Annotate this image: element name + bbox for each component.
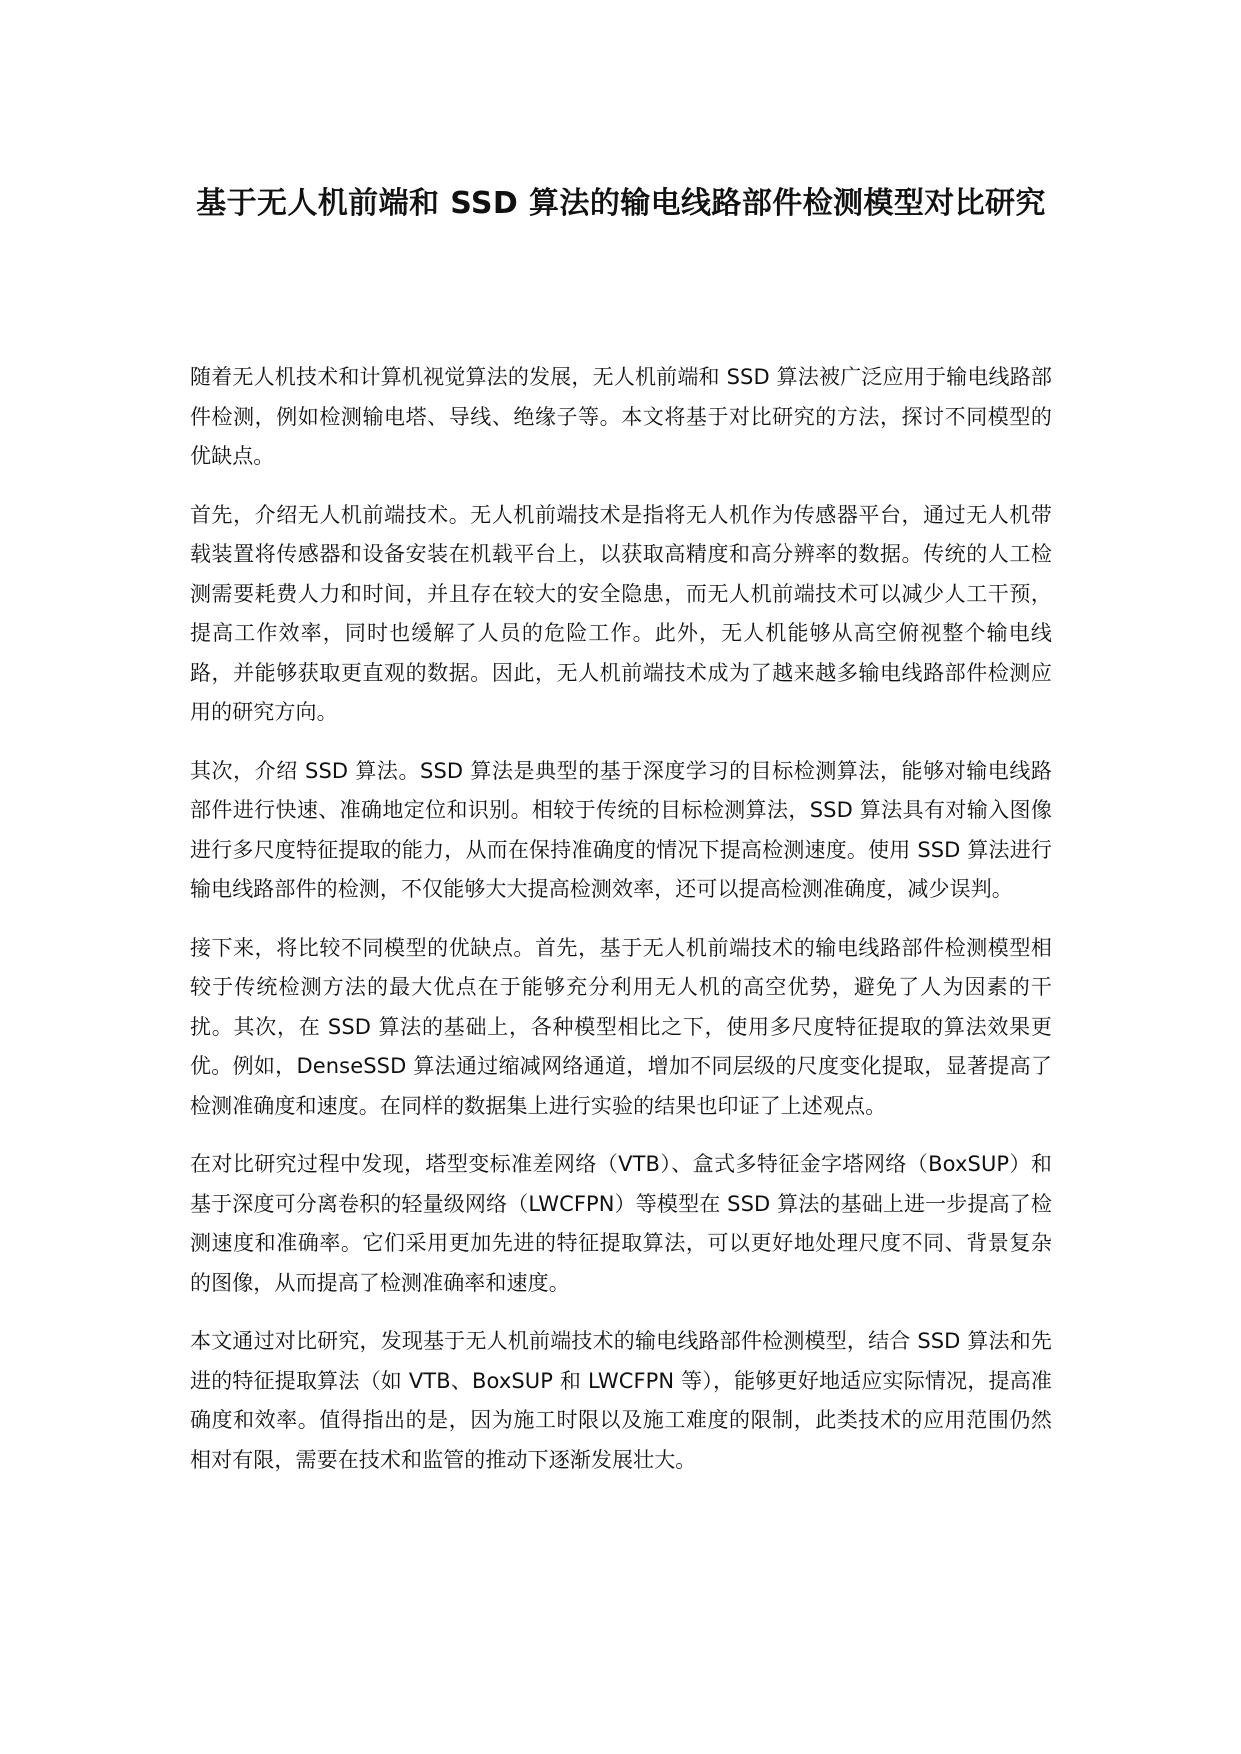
document-title: 基于无人机前端和 SSD 算法的输电线路部件检测模型对比研究: [196, 186, 1046, 221]
paragraph-model-comparison: 接下来，将比较不同模型的优缺点。首先，基于无人机前端技术的输电线路部件检测模型相较于传统检测方法的最大优点在于能够充分利用无人机的高空优势，避免了人为因素的干扰。其次，在 SSD 算法的基础上，各种模型相比之下，使用多尺度特征提取的算法效果更优。例如，DenseSSD 算法通过缩减网络通道，增加不同层级的尺度变化提取，显著提高了检测准确度和速度。在同样的数据集上进行实验的结果也印证了上述观点。: [190, 935, 1052, 1118]
paragraph-findings: 在对比研究过程中发现，塔型变标准差网络（VTB）、盒式多特征金字塔网络（BoxSUP）和基于深度可分离卷积的轻量级网络（LWCFPN）等模型在 SSD 算法的基础上进一步提高了检测速度和准确率。它们采用更加先进的特征提取算法，可以更好地处理尺度不同、背景复杂的图像，从而提高了检测准确率和速度。: [190, 1152, 1052, 1295]
paragraph-ssd-algorithm: 其次，介绍 SSD 算法。SSD 算法是典型的基于深度学习的目标检测算法，能够对输电线路部件进行快速、准确地定位和识别。相较于传统的目标检测算法，SSD 算法具有对输入图像进行多尺度特征提取的能力，从而在保持准确度的情况下提高检测速度。使用 SSD 算法进行输电线路部件的检测，不仅能够大大提高检测效率，还可以提高检测准确度，减少误判。: [190, 758, 1052, 901]
paragraph-conclusion: 本文通过对比研究，发现基于无人机前端技术的输电线路部件检测模型，结合 SSD 算法和先进的特征提取算法（如 VTB、BoxSUP 和 LWCFPN 等），能够更好地适应实际情况，提高准确度和效率。值得指出的是，因为施工时限以及施工难度的限制，此类技术的应用范围仍然相对有限，需要在技术和监管的推动下逐渐发展壮大。: [190, 1329, 1052, 1472]
document-body: [190, 358, 1052, 1499]
paragraph-drone-frontend: 首先，介绍无人机前端技术。无人机前端技术是指将无人机作为传感器平台，通过无人机带载装置将传感器和设备安装在机载平台上，以获取高精度和高分辨率的数据。传统的人工检测需要耗费人力和时间，并且存在较大的安全隐患，而无人机前端技术可以减少人工干预，提高工作效率，同时也缓解了人员的危险工作。此外，无人机能够从高空俯视整个输电线路，并能够获取更直观的数据。因此，无人机前端技术成为了越来越多输电线路部件检测应用的研究方向。: [190, 502, 1052, 724]
paragraph-intro: 随着无人机技术和计算机视觉算法的发展，无人机前端和 SSD 算法被广泛应用于输电线路部件检测，例如检测输电塔、导线、绝缘子等。本文将基于对比研究的方法，探讨不同模型的优缺点。: [190, 365, 1052, 468]
